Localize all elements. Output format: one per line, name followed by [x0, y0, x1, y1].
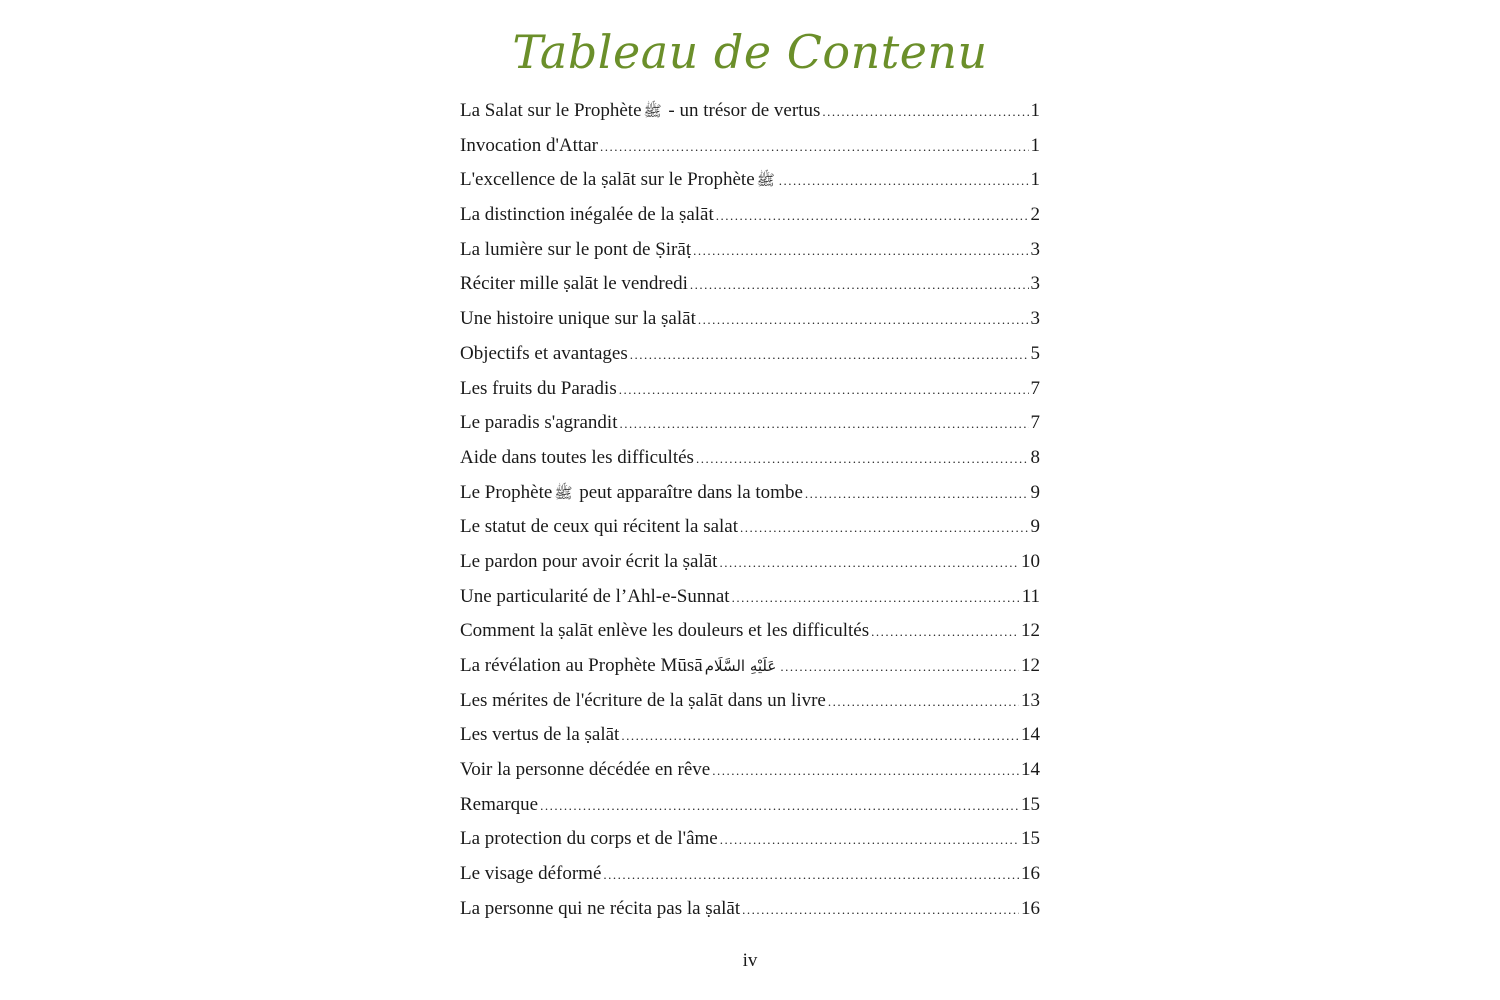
- toc-entry-page: 15: [1021, 793, 1040, 815]
- toc-entry-title: [460, 753, 710, 788]
- toc-entry: [460, 857, 1040, 892]
- toc-entry: [460, 545, 1040, 580]
- toc-entry-text: Le paradis s'agrandit: [460, 412, 618, 434]
- dot-leader: [540, 789, 1019, 824]
- dot-leader: [712, 754, 1019, 789]
- dot-leader: [619, 407, 1028, 442]
- toc-entry-title: [460, 129, 598, 164]
- honorific-glyph: ﷺ: [756, 171, 775, 190]
- toc-entry: [460, 580, 1040, 615]
- toc-entry-text: Le pardon pour avoir écrit la ṣalāt: [460, 550, 718, 572]
- toc-entry: [460, 163, 1040, 198]
- dot-leader: [693, 234, 1028, 269]
- toc-entry-page: 12: [1021, 620, 1040, 642]
- toc-entry-text: Remarque: [460, 793, 539, 815]
- toc-entry-page: 3: [1030, 308, 1040, 330]
- toc-entry: [460, 822, 1040, 857]
- toc-entry-text: Aide dans toutes les difficultés: [460, 446, 694, 468]
- toc-entry-title: [460, 267, 688, 302]
- toc-entry-title: [460, 406, 617, 441]
- dot-leader: [630, 338, 1029, 373]
- toc-entry-title: [460, 580, 730, 615]
- toc-entry-title: [460, 510, 738, 545]
- page-number: iv: [742, 950, 758, 971]
- toc-entry-page: 9: [1030, 516, 1040, 538]
- toc-entry: [460, 94, 1040, 129]
- dot-leader: [696, 442, 1029, 477]
- toc-entry-title: [460, 892, 740, 927]
- toc-entry-title: [460, 94, 820, 129]
- dot-leader: [698, 303, 1029, 338]
- toc-entry: [460, 233, 1040, 268]
- toc-entry-page: 15: [1021, 828, 1040, 850]
- toc-entry: [460, 476, 1040, 511]
- toc-entry-text: La distinction inégalée de la ṣalāt: [460, 204, 714, 226]
- toc-entry-title: [460, 233, 691, 268]
- toc-entry-page: 1: [1030, 100, 1040, 121]
- toc-entry-title: [460, 198, 714, 233]
- toc-entry-text: Le Prophète: [460, 481, 553, 503]
- toc-entry-title: [460, 545, 717, 580]
- dot-leader: [690, 268, 1029, 303]
- toc-entry-page: 7: [1030, 412, 1040, 434]
- toc-entry: [460, 129, 1040, 164]
- toc-entry: [460, 614, 1040, 649]
- toc-entry-text: Invocation d'Attar: [460, 134, 598, 156]
- toc-entry-title: [460, 684, 826, 719]
- toc-entry: [460, 372, 1040, 407]
- dot-leader: [871, 615, 1019, 650]
- toc-entry: [460, 267, 1040, 302]
- toc-entry-page: 14: [1021, 724, 1040, 746]
- toc-entry-text: La révélation au Prophète Mūsā: [460, 655, 703, 676]
- toc-entry: [460, 892, 1040, 927]
- toc-entry: [460, 337, 1040, 372]
- toc-entry-page: 5: [1030, 342, 1040, 364]
- toc-entry-page: 8: [1030, 446, 1040, 468]
- toc-entry-page: 1: [1030, 134, 1040, 156]
- toc-entry-text: Une particularité de l’Ahl-e-Sunnat: [460, 585, 730, 607]
- toc-entry-text: Les vertus de la ṣalāt: [460, 724, 620, 746]
- toc-entry: [460, 684, 1040, 719]
- toc-entry-page: 14: [1021, 759, 1040, 781]
- table-of-contents: [460, 94, 1040, 927]
- dot-leader: [780, 650, 1019, 685]
- dot-leader: [619, 373, 1029, 408]
- dot-leader: [822, 95, 1028, 130]
- dot-leader: [779, 164, 1029, 199]
- toc-entry-text: Les mérites de l'écriture de la ṣalāt dans un livre: [460, 689, 826, 711]
- toc-entry-page: 11: [1021, 585, 1040, 607]
- toc-entry: [460, 198, 1040, 233]
- toc-entry-title: [460, 302, 696, 337]
- dot-leader: [716, 199, 1029, 234]
- toc-entry: [460, 302, 1040, 337]
- toc-entry-text: La Salat sur le Prophète: [460, 100, 642, 121]
- toc-entry-page: 7: [1030, 377, 1040, 399]
- toc-entry-title: [460, 822, 718, 857]
- toc-entry-title: [460, 441, 694, 476]
- toc-entry-text: L'excellence de la ṣalāt sur le Prophète: [460, 169, 755, 191]
- toc-entry-text: Voir la personne décédée en rêve: [460, 759, 711, 781]
- dot-leader: [805, 477, 1029, 512]
- dot-leader: [742, 893, 1019, 928]
- toc-entry-page: 12: [1021, 655, 1040, 676]
- toc-entry-title: [460, 857, 601, 892]
- dot-leader: [719, 546, 1019, 581]
- dot-leader: [621, 719, 1019, 754]
- dot-leader: [828, 685, 1019, 720]
- toc-entry: [460, 510, 1040, 545]
- toc-entry-text: Les fruits du Paradis: [460, 377, 617, 399]
- toc-entry-text: La personne qui ne récita pas la ṣalāt: [460, 897, 741, 919]
- toc-entry-page: 16: [1021, 863, 1040, 885]
- honorific-glyph: ﷺ: [554, 483, 573, 502]
- toc-entry-text: Réciter mille ṣalāt le vendredi: [460, 273, 688, 295]
- toc-entry-page: 3: [1030, 273, 1040, 295]
- toc-entry-page: 16: [1021, 897, 1040, 919]
- toc-entry: [460, 441, 1040, 476]
- toc-entry-text-continued: - un trésor de vertus: [663, 100, 821, 121]
- honorific-glyph: ﷺ: [643, 102, 662, 120]
- toc-entry-page: 3: [1030, 238, 1040, 260]
- toc-entry-page: 10: [1021, 550, 1040, 572]
- toc-entry-text: Objectifs et avantages: [460, 342, 628, 364]
- toc-entry-text: Comment la ṣalāt enlève les douleurs et les difficultés: [460, 620, 870, 642]
- toc-entry-page: 2: [1030, 204, 1040, 226]
- toc-entry-title: [460, 614, 869, 649]
- dot-leader: [740, 511, 1028, 546]
- dot-leader: [600, 130, 1029, 165]
- toc-entry-page: 1: [1030, 169, 1040, 191]
- toc-entry-title: [460, 476, 803, 511]
- toc-entry-title: [460, 718, 619, 753]
- toc-entry: [460, 788, 1040, 823]
- toc-entry-text: La protection du corps et de l'âme: [460, 828, 718, 850]
- toc-entry-title: [460, 788, 538, 823]
- toc-entry: [460, 718, 1040, 753]
- dot-leader: [603, 858, 1019, 893]
- toc-entry: [460, 649, 1040, 684]
- toc-entry-text: Le statut de ceux qui récitent la salat: [460, 516, 739, 538]
- honorific-glyph: عَلَيْهِ السَّلَام: [704, 657, 777, 675]
- toc-entry-text-continued: peut apparaître dans la tombe: [574, 481, 803, 503]
- dot-leader: [732, 581, 1020, 616]
- toc-entry: [460, 753, 1040, 788]
- toc-entry-title: [460, 649, 778, 684]
- dot-leader: [720, 823, 1019, 858]
- toc-entry-title: [460, 337, 628, 372]
- toc-entry-title: [460, 163, 777, 198]
- toc-entry-page: 9: [1030, 481, 1040, 503]
- toc-entry-text: Le visage déformé: [460, 863, 602, 885]
- toc-entry: [460, 406, 1040, 441]
- toc-entry-text: Une histoire unique sur la ṣalāt: [460, 308, 696, 330]
- toc-entry-text: La lumière sur le pont de Ṣirāṭ: [460, 238, 692, 260]
- page-title: Tableau de Contenu: [512, 25, 988, 79]
- toc-entry-title: [460, 372, 617, 407]
- toc-entry-page: 13: [1021, 689, 1040, 711]
